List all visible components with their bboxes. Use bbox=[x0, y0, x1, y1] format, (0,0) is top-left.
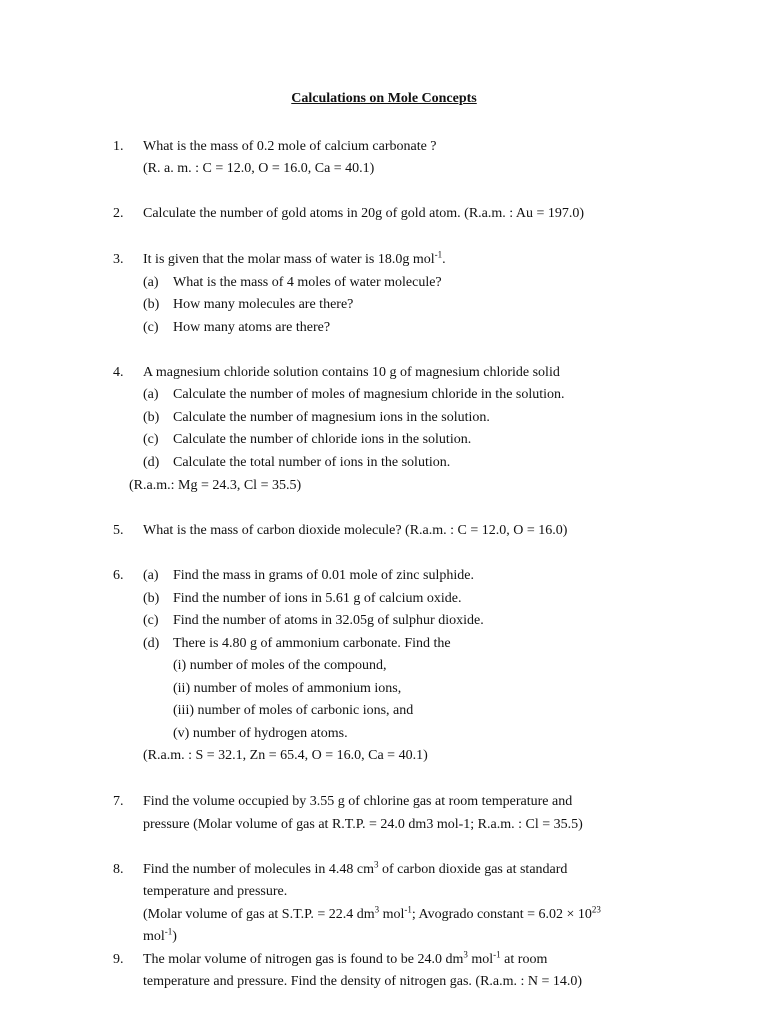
question-3c-label: (c) bbox=[143, 320, 159, 335]
question-4c-text: Calculate the number of chloride ions in the solution. bbox=[173, 432, 472, 447]
question-6b-text: Find the number of ions in 5.61 g of calcium oxide. bbox=[173, 591, 462, 606]
question-number-9: 9. bbox=[113, 952, 124, 967]
page-title: Calculations on Mole Concepts bbox=[291, 91, 477, 106]
question-6d-v: (v) number of hydrogen atoms. bbox=[173, 726, 348, 741]
question-8-line-3: (Molar volume of gas at S.T.P. = 22.4 $dm^3$ mol$^{-1}$; Avogrado constant = $6.02 \times 10^{23}$ bbox=[143, 904, 601, 922]
question-4b-text: Calculate the number of magnesium ions in the solution. bbox=[173, 410, 490, 425]
question-5-text: What is the mass of carbon dioxide molecule? (R.a.m. : C = 12.0, O = 16.0) bbox=[143, 523, 568, 538]
question-7-line-1: Find the volume occupied by 3.55 g of chlorine gas at room temperature and bbox=[143, 794, 573, 809]
question-number-1: 1. bbox=[113, 139, 124, 154]
question-3a-text: What is the mass of 4 moles of water molecule? bbox=[173, 275, 442, 290]
question-2-text: Calculate the number of gold atoms in 20g of gold atom. (R.a.m. : Au = 197.0) bbox=[143, 206, 585, 221]
question-4-ram: (R.a.m.: Mg = 24.3, Cl = 35.5) bbox=[129, 478, 302, 493]
question-6d-label: (d) bbox=[143, 636, 160, 651]
question-6c-text: Find the number of atoms in 32.05g of sulphur dioxide. bbox=[173, 613, 484, 628]
question-number-4: 4. bbox=[113, 365, 124, 380]
question-6d-text: There is 4.80 g of ammonium carbonate. Find the bbox=[173, 636, 451, 651]
question-6b-label: (b) bbox=[143, 591, 160, 606]
question-number-8: 8. bbox=[113, 862, 124, 877]
question-4-text: A magnesium chloride solution contains 10 g of magnesium chloride solid bbox=[143, 365, 560, 380]
question-4b-label: (b) bbox=[143, 410, 160, 425]
question-7-line-2: pressure (Molar volume of gas at R.T.P. = 24.0 dm3 mol-1; R.a.m. : Cl = 35.5) bbox=[143, 817, 583, 832]
question-8-line-4: mol$^{-1}$) bbox=[143, 926, 177, 944]
question-6d-i: (i) number of moles of the compound, bbox=[173, 658, 387, 673]
question-1-ram: (R. a. m. : C = 12.0, O = 16.0, Ca = 40.1) bbox=[143, 161, 375, 176]
question-6d-ii: (ii) number of moles of ammonium ions, bbox=[173, 681, 402, 696]
question-4c-label: (c) bbox=[143, 432, 159, 447]
question-6-ram: (R.a.m. : S = 32.1, Zn = 65.4, O = 16.0, Ca = 40.1) bbox=[143, 748, 428, 763]
question-1-text: What is the mass of 0.2 mole of calcium carbonate ? bbox=[143, 139, 437, 154]
question-number-5: 5. bbox=[113, 523, 124, 538]
question-8-line-1: Find the number of molecules in 4.48 $cm^3$ of carbon dioxide gas at standard bbox=[143, 859, 568, 877]
question-9-line-2: temperature and pressure. Find the density of nitrogen gas. (R.a.m. : N = 14.0) bbox=[143, 974, 583, 989]
question-6a-label: (a) bbox=[143, 568, 159, 583]
question-4d-label: (d) bbox=[143, 455, 160, 470]
question-6a-text: Find the mass in grams of 0.01 mole of zinc sulphide. bbox=[173, 568, 474, 583]
question-4d-text: Calculate the total number of ions in the solution. bbox=[173, 455, 451, 470]
question-3b-label: (b) bbox=[143, 297, 160, 312]
question-6c-label: (c) bbox=[143, 613, 159, 628]
question-number-2: 2. bbox=[113, 206, 124, 221]
question-3c-text: How many atoms are there? bbox=[173, 320, 331, 335]
question-3b-text: How many molecules are there? bbox=[173, 297, 354, 312]
question-number-7: 7. bbox=[113, 794, 124, 809]
question-number-3: 3. bbox=[113, 252, 124, 267]
question-4a-text: Calculate the number of moles of magnesium chloride in the solution. bbox=[173, 387, 565, 402]
question-4a-label: (a) bbox=[143, 387, 159, 402]
question-8-line-2: temperature and pressure. bbox=[143, 884, 288, 899]
question-number-6: 6. bbox=[113, 568, 124, 583]
question-3-text: It is given that the molar mass of water is 18.0g mol$^{-1}$. bbox=[143, 249, 446, 267]
question-9-line-1: The molar volume of nitrogen gas is found to be 24.0 $dm^3$ mol$^{-1}$ at room bbox=[143, 949, 548, 967]
question-6d-iii: (iii) number of moles of carbonic ions, and bbox=[173, 703, 414, 718]
question-3a-label: (a) bbox=[143, 275, 159, 290]
